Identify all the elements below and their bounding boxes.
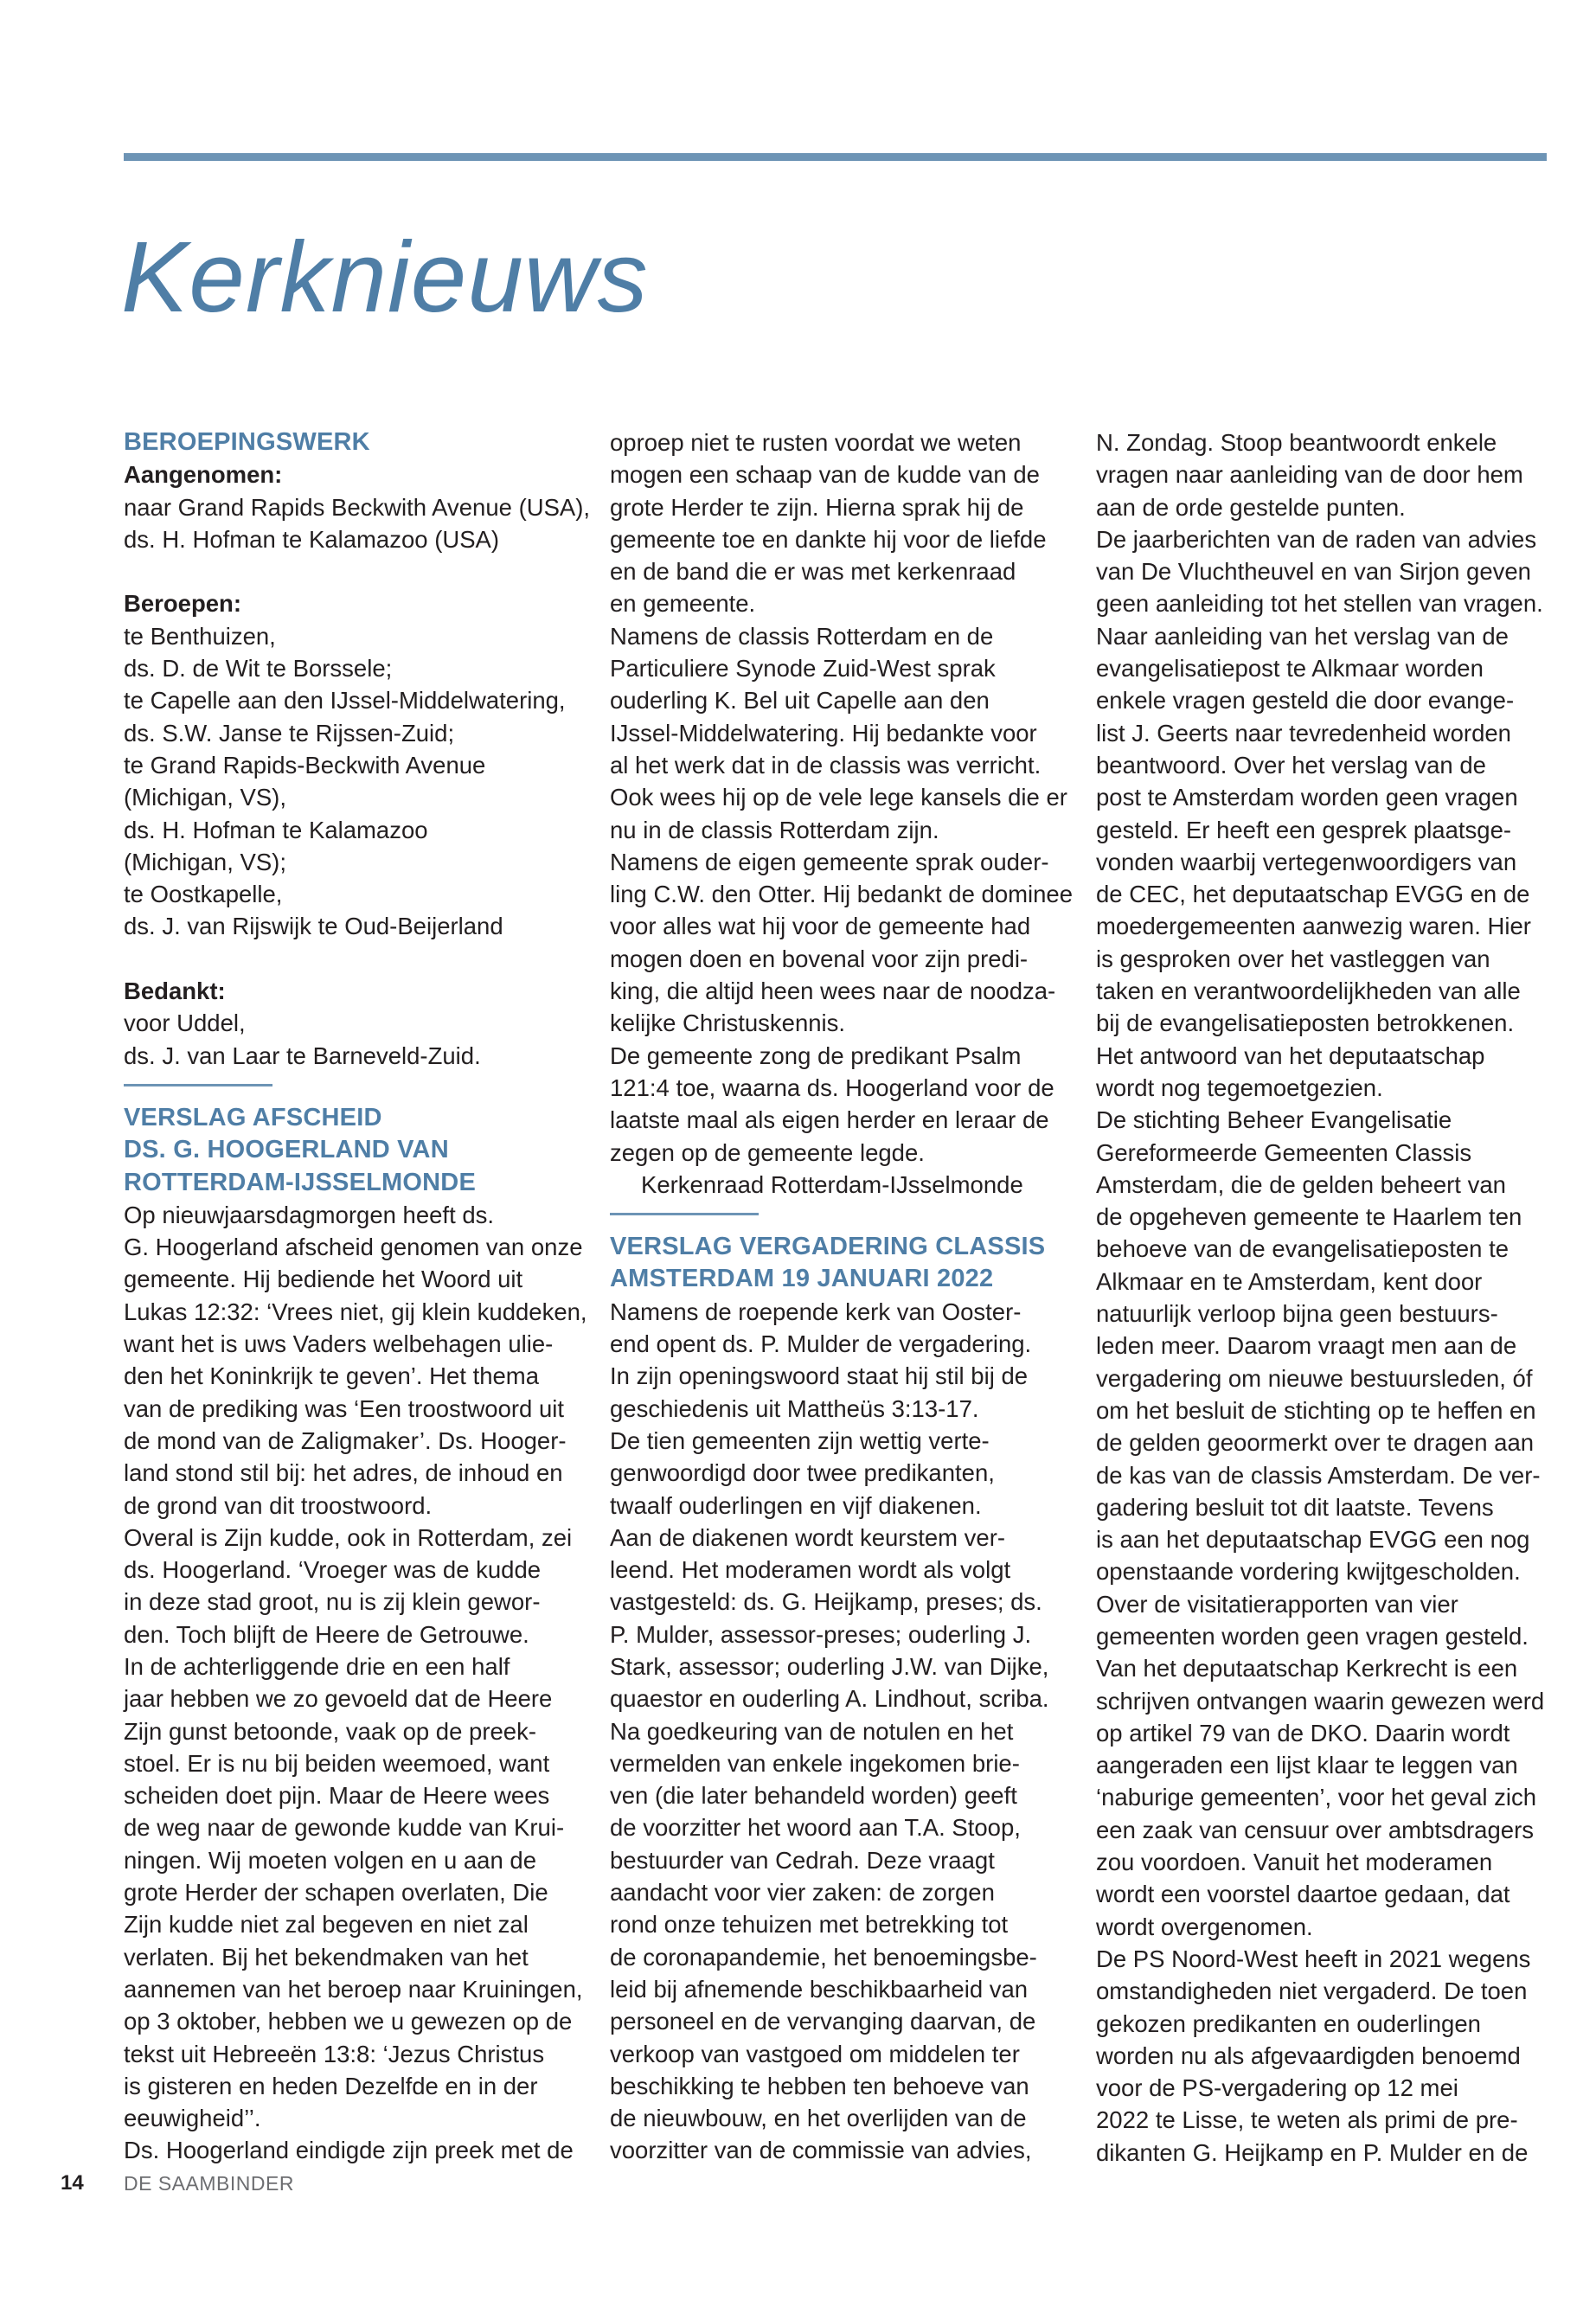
text-line: Zijn kudde niet zal begeven en niet zal — [124, 1911, 529, 1939]
text-line: post te Amsterdam worden geen vragen — [1096, 784, 1518, 811]
text-line: leend. Het moderamen wordt als volgt — [610, 1556, 1011, 1584]
text-line: omstandigheden niet vergaderd. De toen — [1096, 1977, 1528, 2005]
column-3 — [1096, 426, 1559, 2169]
text-line: In de achterliggende drie en een half — [124, 1652, 510, 1680]
afscheid-body-continued — [610, 426, 1074, 1201]
text-line: genwoordigd door twee predikanten, — [610, 1459, 995, 1487]
afscheid-heading — [124, 1102, 578, 1199]
text-line: den. Toch blijft de Heere de Getrouwe. — [124, 1620, 529, 1648]
text-line: voor de PS-vergadering op 12 mei — [1096, 2074, 1458, 2102]
text-line: verlaten. Bij het bekendmaken van het — [124, 1943, 529, 1971]
text-line: Naar aanleiding van het verslag van de — [1096, 622, 1509, 650]
heading-line: DS. G. HOOGERLAND VAN — [124, 1136, 449, 1164]
afscheid-body — [124, 1199, 587, 2167]
text-line: gemeente toe en dankte hij voor de liefde — [610, 525, 1047, 553]
section-divider — [124, 1084, 272, 1086]
text-line: stoel. Er is nu bij beiden weemoed, want — [124, 1749, 550, 1777]
text-line: aannemen van het beroep naar Kruiningen, — [124, 1975, 583, 2003]
text-line: openstaande vordering kwijtgescholden. — [1096, 1558, 1521, 1586]
text-line: de kas van de classis Amsterdam. De ver- — [1096, 1461, 1541, 1489]
text-line: de grond van dit troostwoord. — [124, 1491, 433, 1519]
text-line: schrijven ontvangen waarin gewezen werd — [1096, 1687, 1545, 1715]
text-line: en de band die er was met kerkenraad — [610, 558, 1016, 586]
text-line: een zaak van censuur over ambtsdragers — [1096, 1816, 1534, 1843]
text-line: beantwoord. Over het verslag van de — [1096, 751, 1486, 779]
text-line: Lukas 12:32: ‘Vrees niet, gij klein kuddeken, — [124, 1298, 587, 1325]
text-line: te Capelle aan den IJssel-Middelwatering, — [124, 687, 566, 715]
classis-body-continued — [1096, 426, 1559, 2169]
text-line: moedergemeenten aanwezig waren. Hier — [1096, 913, 1531, 940]
text-line: ds. H. Hofman te Kalamazoo (USA) — [124, 525, 500, 553]
text-line: van De Vluchtheuvel en van Sirjon geven — [1096, 558, 1531, 586]
text-line: zou voordoen. Vanuit het moderamen — [1096, 1849, 1493, 1876]
text-line: gemeente. Hij bediende het Woord uit — [124, 1266, 523, 1293]
text-line: In zijn openingswoord staat hij stil bij de — [610, 1362, 1029, 1390]
text-line: taken en verantwoordelijkheden van alle — [1096, 977, 1521, 1005]
text-line: vergadering om nieuwe bestuursleden, óf — [1096, 1364, 1533, 1392]
text-line: al het werk dat in de classis was verricht. — [610, 751, 1042, 779]
text-line: zegen op de gemeente legde. — [610, 1138, 925, 1166]
text-line: gesteld. Er heeft een gesprek plaatsge- — [1096, 816, 1512, 843]
magazine-name: DE SAAMBINDER — [124, 2172, 294, 2195]
text-line: Ook wees hij op de vele lege kansels die er — [610, 784, 1067, 811]
heading-line: AMSTERDAM 19 JANUARI 2022 — [610, 1265, 994, 1293]
text-line: 121:4 toe, waarna ds. Hoogerland voor de — [610, 1074, 1054, 1101]
text-line: ling C.W. den Otter. Hij bedankt de dominee — [610, 881, 1074, 908]
text-line: mogen doen en bovenal voor zijn predi- — [610, 945, 1029, 972]
text-line: ds. H. Hofman te Kalamazoo — [124, 816, 428, 843]
text-line: Namens de eigen gemeente sprak ouder- — [610, 848, 1049, 875]
column-2 — [610, 426, 1074, 2167]
text-line: aandacht voor vier zaken: de zorgen — [610, 1879, 995, 1907]
heading-line: ROTTERDAM-IJSSELMONDE — [124, 1168, 476, 1196]
text-line: de weg naar de gewonde kudde van Krui- — [124, 1814, 565, 1842]
bedankt-label: Bedankt: — [124, 977, 226, 1005]
text-line: te Oostkapelle, — [124, 881, 283, 908]
text-line: natuurlijk verloop bijna geen bestuurs- — [1096, 1300, 1498, 1328]
text-line: ouderling K. Bel uit Capelle aan den — [610, 687, 990, 715]
text-line: De PS Noord-West heeft in 2021 wegens — [1096, 1945, 1531, 1972]
text-line: Gereformeerde Gemeenten Classis — [1096, 1138, 1472, 1166]
aangenomen-label: Aangenomen: — [124, 461, 283, 489]
text-line: vragen naar aanleiding van de door hem — [1096, 461, 1523, 489]
bedankt-list — [124, 1007, 578, 1072]
text-line: rond onze tehuizen met betrekking tot — [610, 1911, 1009, 1939]
beroepingswerk-heading: BEROEPINGSWERK — [124, 428, 370, 456]
text-line: kelijke Christuskennis. — [610, 1009, 846, 1037]
text-line: Na goedkeuring van de notulen en het — [610, 1717, 1014, 1745]
text-line: leden meer. Daarom vraagt men aan de — [1096, 1332, 1517, 1360]
text-line: enkele vragen gesteld die door evange- — [1096, 687, 1515, 715]
text-line: Namens de classis Rotterdam en de — [610, 622, 994, 650]
text-line: nu in de classis Rotterdam zijn. — [610, 816, 939, 843]
text-line: scheiden doet pijn. Maar de Heere wees — [124, 1782, 550, 1810]
text-line: de coronapandemie, het benoemingsbe- — [610, 1943, 1037, 1971]
text-line: Amsterdam, die de gelden beheert van — [1096, 1170, 1506, 1198]
text-line: de CEC, het deputaatschap EVGG en de — [1096, 881, 1530, 908]
text-line: jaar hebben we zo gevoeld dat de Heere — [124, 1685, 553, 1713]
text-line: ds. D. de Wit te Borssele; — [124, 655, 393, 683]
text-line: in deze stad groot, nu is zij klein gewor- — [124, 1588, 541, 1616]
text-line: voor Uddel, — [124, 1009, 246, 1037]
text-line: mogen een schaap van de kudde van de — [610, 461, 1040, 489]
text-line: geschiedenis uit Mattheüs 3:13-17. — [610, 1394, 979, 1422]
text-line: geen aanleiding tot het stellen van vragen. — [1096, 590, 1543, 618]
text-line: wordt een voorstel daartoe gedaan, dat — [1096, 1881, 1510, 1908]
text-line: laatste maal als eigen herder en leraar de — [610, 1106, 1049, 1134]
text-line: is aan het deputaatschap EVGG een nog — [1096, 1526, 1530, 1554]
text-line: G. Hoogerland afscheid genomen van onze — [124, 1234, 583, 1261]
text-line: grote Herder der schapen overlaten, Die — [124, 1879, 548, 1907]
text-line: De jaarberichten van de raden van advies — [1096, 525, 1537, 553]
text-line: 2022 te Lisse, te weten als primi de pre- — [1096, 2106, 1518, 2134]
text-line: dikanten G. Heijkamp en P. Mulder en de — [1096, 2138, 1529, 2166]
text-line: voor alles wat hij voor de gemeente had — [610, 913, 1031, 940]
text-line: op 3 oktober, hebben we u gewezen op de — [124, 2008, 573, 2035]
text-line: gadering besluit tot dit laatste. Tevens — [1096, 1493, 1494, 1521]
text-line: de opgeheven gemeente te Haarlem ten — [1096, 1203, 1522, 1231]
text-line: Over de visitatierapporten van vier — [1096, 1590, 1458, 1618]
beroepen-label: Beroepen: — [124, 590, 241, 618]
text-line: leid bij afnemende beschikbaarheid van — [610, 1975, 1029, 2003]
text-line: Van het deputaatschap Kerkrecht is een — [1096, 1655, 1518, 1682]
text-line: wordt nog tegemoetgezien. — [1096, 1074, 1383, 1101]
text-line: personeel en de vervanging daarvan, de — [610, 2008, 1036, 2035]
text-line: want het is uws Vaders welbehagen ulie- — [124, 1330, 554, 1358]
text-line: list J. Geerts naar tevredenheid worden — [1096, 719, 1511, 747]
text-line: Particuliere Synode Zuid-West sprak — [610, 655, 996, 683]
text-line: Zijn gunst betoonde, vaak op de preek- — [124, 1717, 536, 1745]
text-line: worden nu als afgevaardigden benoemd — [1096, 2041, 1521, 2069]
text-line: vonden waarbij vertegenwoordigers van — [1096, 848, 1517, 875]
text-line: tekst uit Hebreeën 13:8: ‘Jezus Christus — [124, 2040, 545, 2067]
text-line: naar Grand Rapids Beckwith Avenue (USA), — [124, 493, 591, 521]
text-line: ds. S.W. Janse te Rijssen-Zuid; — [124, 719, 455, 747]
text-line: Stark, assessor; ouderling J.W. van Dijke, — [610, 1652, 1049, 1680]
text-line: ningen. Wij moeten volgen en u aan de — [124, 1846, 536, 1874]
text-line: aan de orde gestelde punten. — [1096, 493, 1406, 521]
top-rule — [124, 153, 1547, 161]
text-line: land stond stil bij: het adres, de inhoud en — [124, 1459, 563, 1487]
text-line: vastgesteld: ds. G. Heijkamp, preses; ds. — [610, 1588, 1042, 1616]
text-line: De stichting Beheer Evangelisatie — [1096, 1106, 1452, 1134]
text-line: de nieuwbouw, en het overlijden van de — [610, 2105, 1027, 2132]
text-line: ds. J. van Rijswijk te Oud-Beijerland — [124, 913, 503, 940]
text-line: om het besluit de stichting op te heffen en — [1096, 1396, 1536, 1424]
text-line: P. Mulder, assessor-preses; ouderling J. — [610, 1620, 1032, 1648]
text-line: de mond van de Zaligmaker’. Ds. Hooger- — [124, 1426, 567, 1454]
text-line: oproep niet te rusten voordat we weten — [610, 429, 1022, 456]
text-line: bij de evangelisatieposten betrokkenen. — [1096, 1009, 1515, 1037]
page-title: Kerknieuws — [121, 221, 649, 333]
text-line: wordt overgenomen. — [1096, 1913, 1313, 1940]
classis-body — [610, 1296, 1064, 2167]
text-line: Alkmaar en te Amsterdam, kent door — [1096, 1267, 1483, 1295]
text-line: (Michigan, VS); — [124, 848, 286, 875]
text-line: Het antwoord van het deputaatschap — [1096, 1042, 1485, 1069]
text-line: end opent ds. P. Mulder de vergadering. — [610, 1330, 1032, 1358]
text-line: gekozen predikanten en ouderlingen — [1096, 2009, 1481, 2037]
text-line: verkoop van vastgoed om middelen ter — [610, 2040, 1020, 2067]
aangenomen-list — [124, 491, 591, 556]
text-line: twaalf ouderlingen en vijf diakenen. — [610, 1491, 982, 1519]
text-line: ds. J. van Laar te Barneveld-Zuid. — [124, 1042, 481, 1069]
text-line: IJssel-Middelwatering. Hij bedankte voor — [610, 719, 1037, 747]
text-line: quaestor en ouderling A. Lindhout, scriba. — [610, 1685, 1049, 1713]
heading-line: VERSLAG VERGADERING CLASSIS — [610, 1233, 1046, 1261]
text-line: aangeraden een lijst klaar te leggen van — [1096, 1752, 1518, 1779]
text-line: (Michigan, VS), — [124, 784, 286, 811]
classis-heading — [610, 1231, 1064, 1296]
text-line: beschikking te hebben ten behoeve van — [610, 2072, 1029, 2099]
text-line: Op nieuwjaarsdagmorgen heeft ds. — [124, 1201, 495, 1228]
beroepen-list — [124, 620, 578, 943]
text-line: Aan de diakenen wordt keurstem ver- — [610, 1523, 1006, 1551]
text-line: king, die altijd heen wees naar de noodza- — [610, 977, 1056, 1005]
text-line: ‘naburige gemeenten’, voor het geval zich — [1096, 1784, 1537, 1811]
text-line: den het Koninkrijk te geven’. Het thema — [124, 1362, 540, 1390]
text-line: grote Herder te zijn. Hierna sprak hij de — [610, 493, 1024, 521]
text-line: is gisteren en heden Dezelfde en in der — [124, 2072, 538, 2099]
text-line: de gelden geoormerkt over te dragen aan — [1096, 1429, 1535, 1457]
section-divider — [610, 1213, 759, 1215]
text-line: behoeve van de evangelisatieposten te — [1096, 1235, 1509, 1263]
page-number: 14 — [61, 2171, 84, 2195]
column-1 — [124, 426, 591, 2167]
text-line: eeuwigheid’’. — [124, 2105, 261, 2132]
text-line: N. Zondag. Stoop beantwoordt enkele — [1096, 429, 1497, 456]
text-line: is gesproken over het vastleggen van — [1096, 945, 1490, 972]
text-line: ds. Hoogerland. ‘Vroeger was de kudde — [124, 1556, 542, 1584]
text-line: te Benthuizen, — [124, 622, 276, 650]
text-line: te Grand Rapids-Beckwith Avenue — [124, 751, 486, 779]
text-line: en gemeente. — [610, 590, 756, 618]
text-line: gemeenten worden geen vragen gesteld. — [1096, 1622, 1529, 1650]
text-line: Namens de roepende kerk van Ooster- — [610, 1298, 1022, 1325]
text-line: op artikel 79 van de DKO. Daarin wordt — [1096, 1719, 1510, 1747]
text-line: van de prediking was ‘Een troostwoord uit — [124, 1394, 565, 1422]
text-line: De gemeente zong de predikant Psalm — [610, 1042, 1022, 1069]
text-line: bestuurder van Cedrah. Deze vraagt — [610, 1846, 995, 1874]
text-line: De tien gemeenten zijn wettig verte- — [610, 1426, 990, 1454]
text-line: Ds. Hoogerland eindigde zijn preek met de — [124, 2137, 574, 2164]
text-line: vermelden van enkele ingekomen brie- — [610, 1749, 1020, 1777]
text-line: voorzitter van de commissie van advies, — [610, 2137, 1032, 2164]
heading-line: VERSLAG AFSCHEID — [124, 1103, 382, 1131]
text-line: evangelisatiepost te Alkmaar worden — [1096, 655, 1484, 683]
text-line: de voorzitter het woord aan T.A. Stoop, — [610, 1814, 1021, 1842]
text-line: Overal is Zijn kudde, ook in Rotterdam, zei — [124, 1523, 573, 1551]
signature: Kerkenraad Rotterdam-IJsselmonde — [641, 1170, 1023, 1198]
text-line: ven (die later behandeld worden) geeft — [610, 1782, 1017, 1810]
